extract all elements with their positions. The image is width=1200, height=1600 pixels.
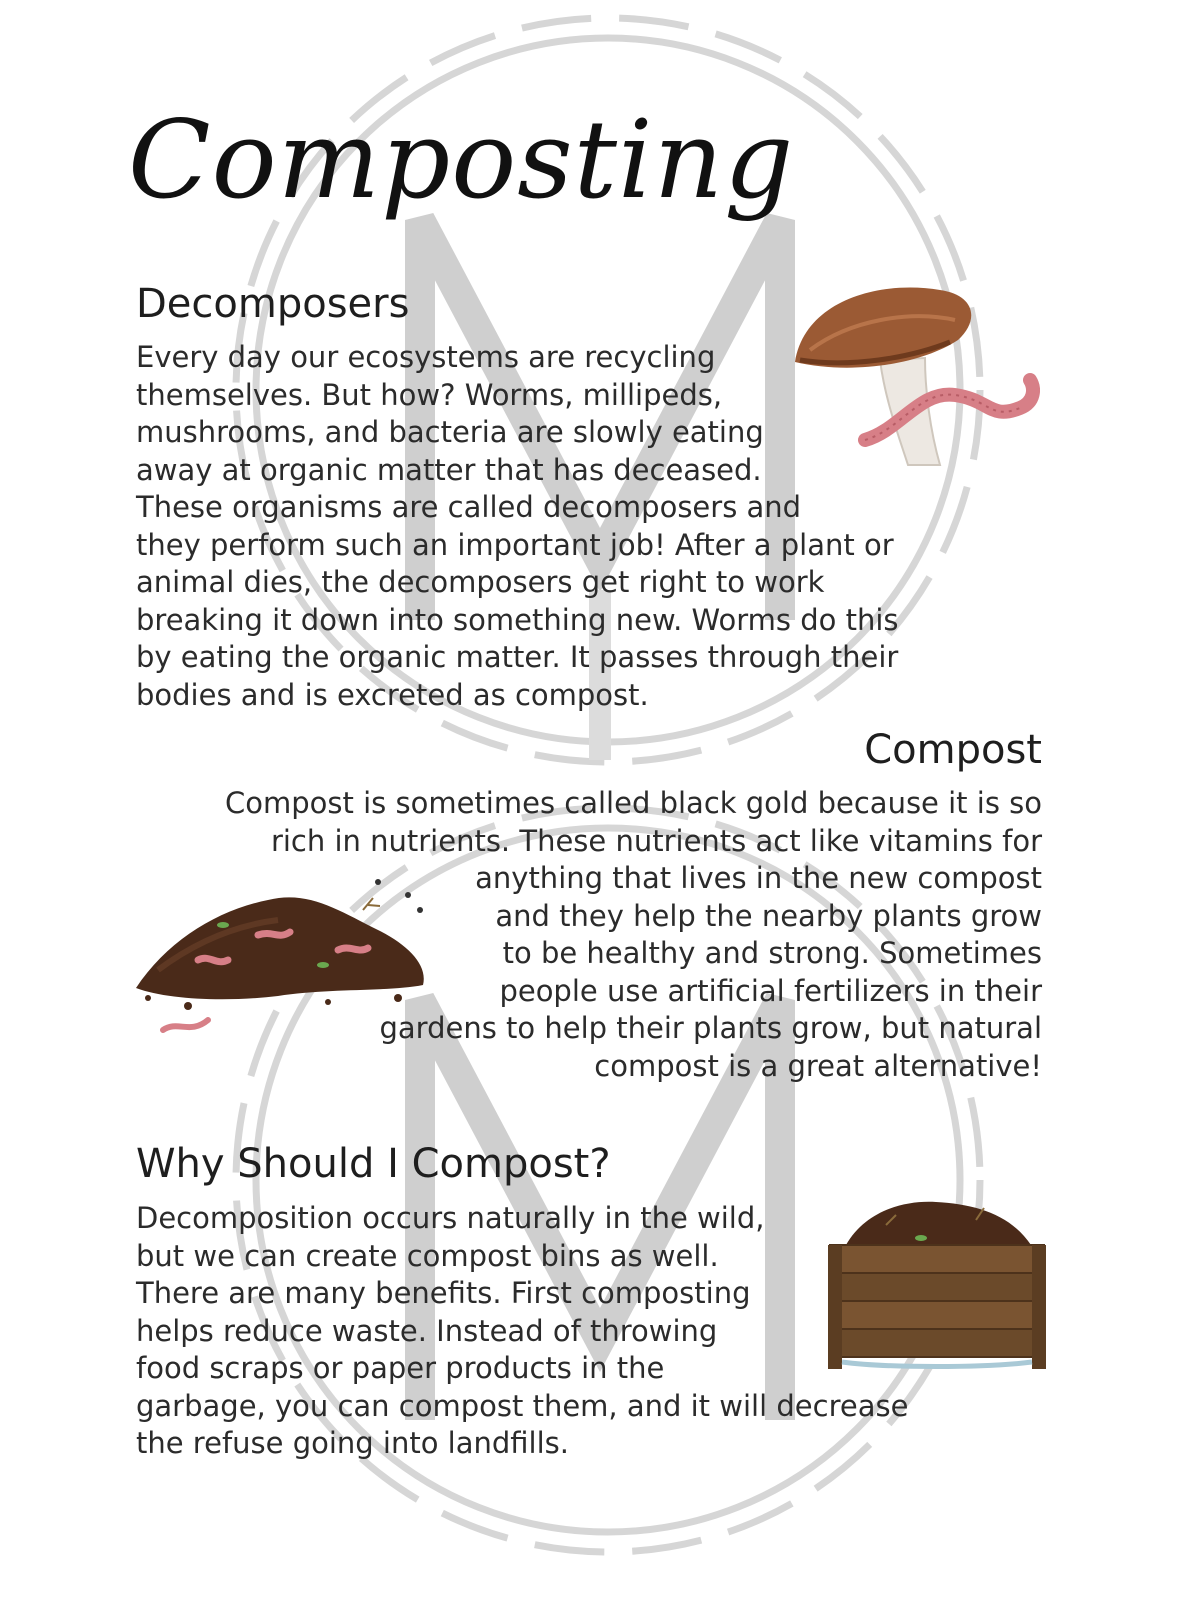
- text-line: bodies and is excreted as compost.: [136, 677, 649, 712]
- text-line: rich in nutrients. These nutrients act like vitamins for: [270, 823, 1042, 858]
- text-line: helps reduce waste. Instead of throwing: [136, 1313, 718, 1348]
- heading-why-compost: Why Should I Compost?: [136, 1141, 611, 1187]
- page-title: Composting: [128, 98, 795, 223]
- text-line: by eating the organic matter. It passes through their: [136, 640, 899, 674]
- text-line: animal dies, the decomposers get right to work: [136, 565, 825, 599]
- text-line: away at organic matter that has deceased.: [136, 452, 762, 487]
- heading-decomposers: Decomposers: [136, 281, 410, 327]
- text-line: Decomposition occurs naturally in the wild,: [136, 1201, 765, 1235]
- text-line: the refuse going into landfills.: [136, 1426, 570, 1460]
- text-line: garbage, you can compost them, and it will decrease: [136, 1388, 909, 1423]
- text-line: people use artificial fertilizers in their: [499, 973, 1042, 1008]
- paragraph-why-compost: [136, 1200, 908, 1463]
- text-line: anything that lives in the new compost: [475, 861, 1042, 895]
- text-line: but we can create compost bins as well.: [136, 1238, 719, 1273]
- text-line: compost is a great alternative!: [594, 1048, 1042, 1083]
- text-line: to be healthy and strong. Sometimes: [502, 936, 1042, 970]
- text-line: These organisms are called decomposers and: [136, 490, 802, 524]
- paragraph-decomposers: [136, 339, 899, 714]
- text-line: they perform such an important job! After a plant or: [136, 527, 894, 562]
- text-line: gardens to help their plants grow, but natural: [379, 1011, 1042, 1045]
- heading-compost: Compost: [864, 727, 1042, 773]
- text-line: food scraps or paper products in the: [136, 1351, 665, 1385]
- text-line: themselves. But how? Worms, millipeds,: [136, 377, 723, 412]
- text-line: mushrooms, and bacteria are slowly eating: [136, 415, 764, 449]
- text-line: and they help the nearby plants grow: [495, 898, 1042, 933]
- text-line: breaking it down into something new. Worms do this: [136, 602, 899, 637]
- text-line: There are many benefits. First composting: [136, 1276, 751, 1310]
- text-line: Compost is sometimes called black gold because it is so: [225, 786, 1042, 820]
- paragraph-compost: [225, 785, 1042, 1085]
- text-line: Every day our ecosystems are recycling: [136, 340, 716, 374]
